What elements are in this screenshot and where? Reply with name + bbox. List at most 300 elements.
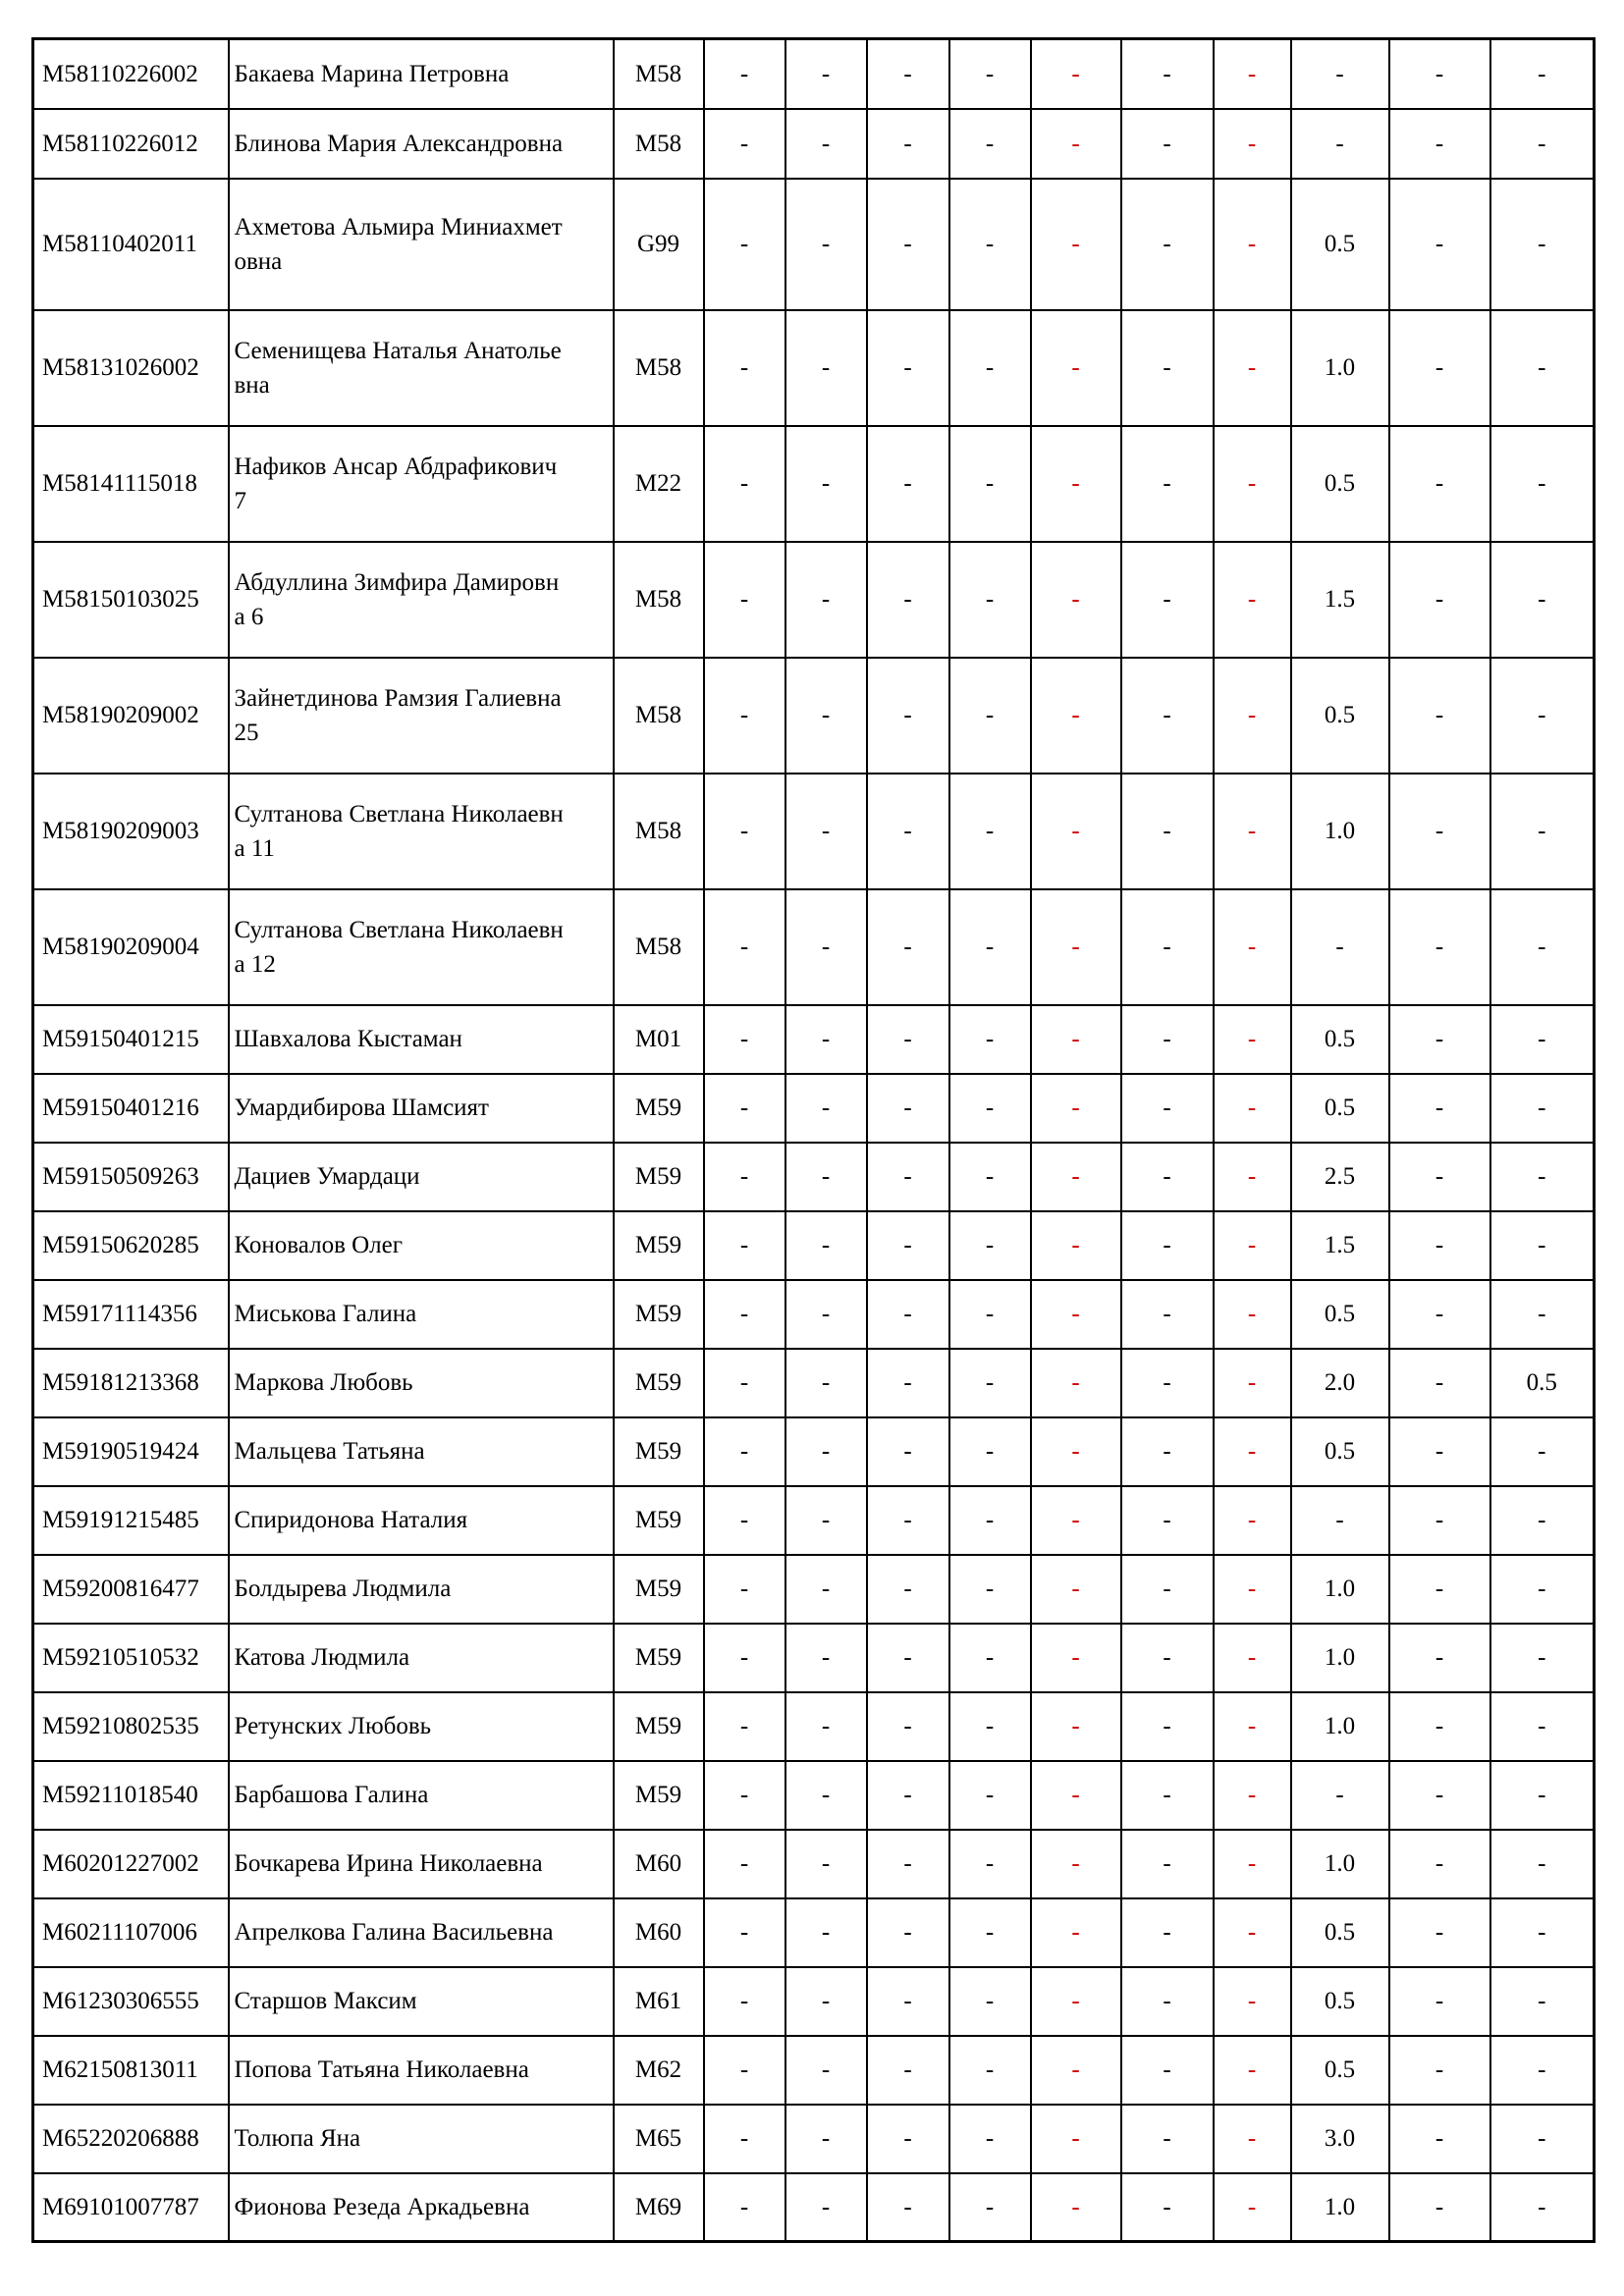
value-cell-3: - [867,658,949,774]
value-cell-6: - [1121,2036,1214,2105]
row-code-cell: M62 [614,2036,704,2105]
row-id-cell: M58110226002 [33,39,229,109]
value-cell-1: - [704,658,785,774]
value-cell-2: - [785,1624,867,1692]
value-cell-9: - [1389,426,1490,542]
value-cell-3: - [867,1555,949,1624]
value-cell-2: - [785,1349,867,1417]
value-cell-4: - [949,2173,1031,2242]
value-cell-6: - [1121,1143,1214,1211]
value-cell-5: - [1031,1555,1121,1624]
row-name-cell: Бочкарева Ирина Николаевна [229,1830,614,1898]
value-cell-7: - [1214,1486,1291,1555]
row-name-cell: Бакаева Марина Петровна [229,39,614,109]
table-row [33,1830,1595,1898]
value-cell-2: - [785,179,867,310]
value-cell-7: - [1214,1005,1291,1074]
value-cell-8: - [1291,1761,1389,1830]
value-cell-3: - [867,310,949,426]
value-cell-1: - [704,1761,785,1830]
value-cell-3: - [867,1143,949,1211]
row-name-cell: Апрелкова Галина Васильевна [229,1898,614,1967]
row-code-cell: M59 [614,1074,704,1143]
value-cell-10: - [1490,1005,1595,1074]
value-cell-8: 0.5 [1291,1967,1389,2036]
value-cell-2: - [785,774,867,889]
table-row [33,1624,1595,1692]
row-name-cell: Дациев Умардаци [229,1143,614,1211]
row-name-cell: Нафиков Ансар Абдрафикович 7 [229,426,614,542]
row-id-cell: M59150620285 [33,1211,229,1280]
value-cell-4: - [949,1555,1031,1624]
value-cell-7: - [1214,1074,1291,1143]
value-cell-1: - [704,109,785,179]
value-cell-1: - [704,179,785,310]
row-id-cell: M59150401216 [33,1074,229,1143]
value-cell-8: 2.0 [1291,1349,1389,1417]
value-cell-4: - [949,1898,1031,1967]
value-cell-10: - [1490,1692,1595,1761]
value-cell-3: - [867,1967,949,2036]
value-cell-5: - [1031,1898,1121,1967]
value-cell-6: - [1121,1211,1214,1280]
value-cell-5: - [1031,658,1121,774]
table-row [33,310,1595,426]
value-cell-8: 2.5 [1291,1143,1389,1211]
value-cell-4: - [949,1967,1031,2036]
value-cell-4: - [949,1005,1031,1074]
value-cell-5: - [1031,1624,1121,1692]
row-code-cell: M59 [614,1692,704,1761]
table-row [33,1967,1595,2036]
row-code-cell: M01 [614,1005,704,1074]
value-cell-2: - [785,426,867,542]
value-cell-6: - [1121,542,1214,658]
results-table [31,37,1596,2243]
value-cell-8: - [1291,889,1389,1005]
row-name-cell: Попова Татьяна Николаевна [229,2036,614,2105]
row-code-cell: M58 [614,39,704,109]
value-cell-4: - [949,1349,1031,1417]
value-cell-2: - [785,1417,867,1486]
value-cell-6: - [1121,1761,1214,1830]
value-cell-1: - [704,1349,785,1417]
value-cell-8: - [1291,1486,1389,1555]
table-row [33,1349,1595,1417]
value-cell-5: - [1031,1143,1121,1211]
value-cell-3: - [867,1486,949,1555]
value-cell-2: - [785,1692,867,1761]
value-cell-5: - [1031,426,1121,542]
value-cell-10: - [1490,542,1595,658]
row-id-cell: M59150401215 [33,1005,229,1074]
value-cell-2: - [785,1830,867,1898]
value-cell-8: 1.0 [1291,774,1389,889]
value-cell-9: - [1389,1349,1490,1417]
value-cell-8: 1.0 [1291,2173,1389,2242]
value-cell-9: - [1389,1761,1490,1830]
table-row [33,2173,1595,2242]
value-cell-3: - [867,109,949,179]
value-cell-1: - [704,426,785,542]
value-cell-4: - [949,1211,1031,1280]
value-cell-1: - [704,1967,785,2036]
value-cell-1: - [704,2036,785,2105]
value-cell-9: - [1389,179,1490,310]
value-cell-8: 3.0 [1291,2105,1389,2173]
value-cell-2: - [785,1898,867,1967]
row-id-cell: M58150103025 [33,542,229,658]
row-name-cell: Фионова Резеда Аркадьевна [229,2173,614,2242]
row-code-cell: M58 [614,310,704,426]
value-cell-9: - [1389,2036,1490,2105]
value-cell-1: - [704,1898,785,1967]
value-cell-1: - [704,2105,785,2173]
row-id-cell: M58110402011 [33,179,229,310]
value-cell-8: 1.0 [1291,310,1389,426]
value-cell-2: - [785,1005,867,1074]
value-cell-5: - [1031,889,1121,1005]
value-cell-7: - [1214,1624,1291,1692]
value-cell-3: - [867,1280,949,1349]
table-row [33,658,1595,774]
value-cell-10: - [1490,1486,1595,1555]
value-cell-6: - [1121,774,1214,889]
value-cell-4: - [949,310,1031,426]
value-cell-4: - [949,1830,1031,1898]
value-cell-5: - [1031,310,1121,426]
value-cell-3: - [867,1761,949,1830]
value-cell-2: - [785,658,867,774]
value-cell-2: - [785,1074,867,1143]
value-cell-6: - [1121,1830,1214,1898]
value-cell-7: - [1214,39,1291,109]
value-cell-8: 0.5 [1291,1417,1389,1486]
value-cell-7: - [1214,1761,1291,1830]
value-cell-4: - [949,2105,1031,2173]
row-id-cell: M58190209002 [33,658,229,774]
value-cell-8: 1.5 [1291,542,1389,658]
value-cell-2: - [785,889,867,1005]
value-cell-1: - [704,542,785,658]
value-cell-9: - [1389,1074,1490,1143]
value-cell-7: - [1214,1417,1291,1486]
value-cell-9: - [1389,1486,1490,1555]
value-cell-6: - [1121,1898,1214,1967]
value-cell-5: - [1031,1692,1121,1761]
row-code-cell: M60 [614,1898,704,1967]
table-row [33,1761,1595,1830]
value-cell-8: - [1291,109,1389,179]
value-cell-4: - [949,1486,1031,1555]
value-cell-10: - [1490,1898,1595,1967]
value-cell-6: - [1121,39,1214,109]
table-row [33,774,1595,889]
value-cell-9: - [1389,774,1490,889]
value-cell-5: - [1031,179,1121,310]
value-cell-7: - [1214,2036,1291,2105]
value-cell-6: - [1121,1280,1214,1349]
value-cell-7: - [1214,658,1291,774]
row-name-cell: Султанова Светлана Николаевн а 11 [229,774,614,889]
value-cell-8: 0.5 [1291,1280,1389,1349]
row-id-cell: M65220206888 [33,2105,229,2173]
value-cell-2: - [785,1486,867,1555]
value-cell-2: - [785,2036,867,2105]
value-cell-5: - [1031,1211,1121,1280]
value-cell-1: - [704,774,785,889]
table-row [33,109,1595,179]
value-cell-8: 0.5 [1291,179,1389,310]
value-cell-7: - [1214,889,1291,1005]
value-cell-1: - [704,1074,785,1143]
row-id-cell: M59171114356 [33,1280,229,1349]
table-row [33,1005,1595,1074]
value-cell-10: - [1490,1761,1595,1830]
value-cell-9: - [1389,1898,1490,1967]
value-cell-10: - [1490,1555,1595,1624]
value-cell-2: - [785,2105,867,2173]
value-cell-1: - [704,1280,785,1349]
value-cell-7: - [1214,1349,1291,1417]
value-cell-10: - [1490,426,1595,542]
row-id-cell: M59150509263 [33,1143,229,1211]
value-cell-4: - [949,889,1031,1005]
value-cell-5: - [1031,1005,1121,1074]
value-cell-6: - [1121,2105,1214,2173]
value-cell-7: - [1214,1692,1291,1761]
row-id-cell: M60201227002 [33,1830,229,1898]
value-cell-10: - [1490,310,1595,426]
row-id-cell: M69101007787 [33,2173,229,2242]
row-code-cell: M58 [614,889,704,1005]
value-cell-6: - [1121,2173,1214,2242]
row-name-cell: Маркова Любовь [229,1349,614,1417]
value-cell-1: - [704,1830,785,1898]
value-cell-8: - [1291,39,1389,109]
value-cell-5: - [1031,1417,1121,1486]
value-cell-2: - [785,1555,867,1624]
value-cell-9: - [1389,1555,1490,1624]
row-id-cell: M60211107006 [33,1898,229,1967]
value-cell-7: - [1214,2105,1291,2173]
value-cell-1: - [704,1211,785,1280]
value-cell-1: - [704,1417,785,1486]
value-cell-3: - [867,889,949,1005]
value-cell-8: 0.5 [1291,1074,1389,1143]
table-row [33,1555,1595,1624]
value-cell-9: - [1389,1211,1490,1280]
value-cell-5: - [1031,2105,1121,2173]
value-cell-6: - [1121,1005,1214,1074]
value-cell-8: 1.0 [1291,1555,1389,1624]
row-code-cell: M58 [614,109,704,179]
row-id-cell: M58141115018 [33,426,229,542]
row-id-cell: M59190519424 [33,1417,229,1486]
value-cell-10: - [1490,39,1595,109]
value-cell-2: - [785,1280,867,1349]
row-code-cell: M69 [614,2173,704,2242]
value-cell-5: - [1031,1967,1121,2036]
table-row [33,1417,1595,1486]
value-cell-1: - [704,1486,785,1555]
row-code-cell: M65 [614,2105,704,2173]
row-name-cell: Султанова Светлана Николаевн а 12 [229,889,614,1005]
value-cell-2: - [785,2173,867,2242]
value-cell-1: - [704,1143,785,1211]
row-name-cell: Катова Людмила [229,1624,614,1692]
value-cell-10: - [1490,1280,1595,1349]
value-cell-3: - [867,1898,949,1967]
value-cell-7: - [1214,179,1291,310]
value-cell-3: - [867,179,949,310]
table-row [33,426,1595,542]
row-id-cell: M59210802535 [33,1692,229,1761]
value-cell-6: - [1121,179,1214,310]
value-cell-6: - [1121,1074,1214,1143]
row-code-cell: G99 [614,179,704,310]
value-cell-8: 1.0 [1291,1624,1389,1692]
value-cell-3: - [867,1417,949,1486]
value-cell-9: - [1389,1967,1490,2036]
value-cell-6: - [1121,1967,1214,2036]
value-cell-7: - [1214,109,1291,179]
row-id-cell: M61230306555 [33,1967,229,2036]
value-cell-9: - [1389,1280,1490,1349]
row-name-cell: Умардибирова Шамсият [229,1074,614,1143]
row-id-cell: M59210510532 [33,1624,229,1692]
row-name-cell: Толюпа Яна [229,2105,614,2173]
row-name-cell: Спиридонова Наталия [229,1486,614,1555]
value-cell-10: - [1490,1417,1595,1486]
value-cell-5: - [1031,1830,1121,1898]
value-cell-3: - [867,1830,949,1898]
value-cell-7: - [1214,1830,1291,1898]
value-cell-3: - [867,2105,949,2173]
value-cell-7: - [1214,542,1291,658]
value-cell-8: 0.5 [1291,1898,1389,1967]
value-cell-7: - [1214,1555,1291,1624]
value-cell-4: - [949,542,1031,658]
value-cell-3: - [867,39,949,109]
value-cell-1: - [704,1555,785,1624]
table-row [33,542,1595,658]
value-cell-7: - [1214,310,1291,426]
value-cell-9: - [1389,109,1490,179]
value-cell-3: - [867,1692,949,1761]
row-code-cell: M59 [614,1349,704,1417]
value-cell-9: - [1389,1692,1490,1761]
row-id-cell: M59191215485 [33,1486,229,1555]
value-cell-3: - [867,2036,949,2105]
value-cell-4: - [949,1074,1031,1143]
row-code-cell: M59 [614,1280,704,1349]
row-name-cell: Барбашова Галина [229,1761,614,1830]
row-id-cell: M58190209004 [33,889,229,1005]
row-code-cell: M59 [614,1143,704,1211]
value-cell-9: - [1389,2173,1490,2242]
value-cell-2: - [785,39,867,109]
value-cell-10: - [1490,2173,1595,2242]
row-id-cell: M59200816477 [33,1555,229,1624]
row-code-cell: M59 [614,1486,704,1555]
value-cell-4: - [949,1692,1031,1761]
value-cell-5: - [1031,1486,1121,1555]
value-cell-9: - [1389,39,1490,109]
table-row [33,179,1595,310]
value-cell-3: - [867,1211,949,1280]
value-cell-5: - [1031,2036,1121,2105]
table-row [33,1486,1595,1555]
row-name-cell: Семенищева Наталья Анатолье вна [229,310,614,426]
row-name-cell: Абдуллина Зимфира Дамировн а 6 [229,542,614,658]
value-cell-5: - [1031,1074,1121,1143]
table-row [33,39,1595,109]
value-cell-5: - [1031,542,1121,658]
table-row [33,1143,1595,1211]
value-cell-9: - [1389,1624,1490,1692]
table-row [33,2105,1595,2173]
value-cell-1: - [704,1692,785,1761]
value-cell-8: 0.5 [1291,658,1389,774]
value-cell-3: - [867,1349,949,1417]
table-row [33,2036,1595,2105]
value-cell-7: - [1214,774,1291,889]
value-cell-3: - [867,426,949,542]
value-cell-10: - [1490,889,1595,1005]
value-cell-7: - [1214,426,1291,542]
value-cell-10: - [1490,1143,1595,1211]
value-cell-6: - [1121,426,1214,542]
value-cell-6: - [1121,658,1214,774]
value-cell-4: - [949,658,1031,774]
row-code-cell: M59 [614,1417,704,1486]
value-cell-4: - [949,179,1031,310]
value-cell-10: 0.5 [1490,1349,1595,1417]
value-cell-5: - [1031,1761,1121,1830]
value-cell-5: - [1031,774,1121,889]
value-cell-7: - [1214,1280,1291,1349]
row-id-cell: M59181213368 [33,1349,229,1417]
value-cell-3: - [867,1624,949,1692]
value-cell-9: - [1389,2105,1490,2173]
row-id-cell: M58131026002 [33,310,229,426]
value-cell-4: - [949,1761,1031,1830]
value-cell-2: - [785,109,867,179]
value-cell-10: - [1490,1967,1595,2036]
value-cell-4: - [949,1417,1031,1486]
value-cell-6: - [1121,889,1214,1005]
value-cell-2: - [785,1143,867,1211]
value-cell-3: - [867,2173,949,2242]
value-cell-6: - [1121,1692,1214,1761]
row-name-cell: Коновалов Олег [229,1211,614,1280]
value-cell-1: - [704,39,785,109]
value-cell-9: - [1389,1143,1490,1211]
value-cell-6: - [1121,1624,1214,1692]
row-code-cell: M61 [614,1967,704,2036]
value-cell-9: - [1389,1417,1490,1486]
value-cell-9: - [1389,889,1490,1005]
table-row [33,1898,1595,1967]
row-code-cell: M59 [614,1624,704,1692]
value-cell-8: 0.5 [1291,2036,1389,2105]
value-cell-8: 1.5 [1291,1211,1389,1280]
row-name-cell: Ахметова Альмира Миниахмет овна [229,179,614,310]
value-cell-6: - [1121,1486,1214,1555]
value-cell-10: - [1490,2105,1595,2173]
value-cell-4: - [949,1143,1031,1211]
